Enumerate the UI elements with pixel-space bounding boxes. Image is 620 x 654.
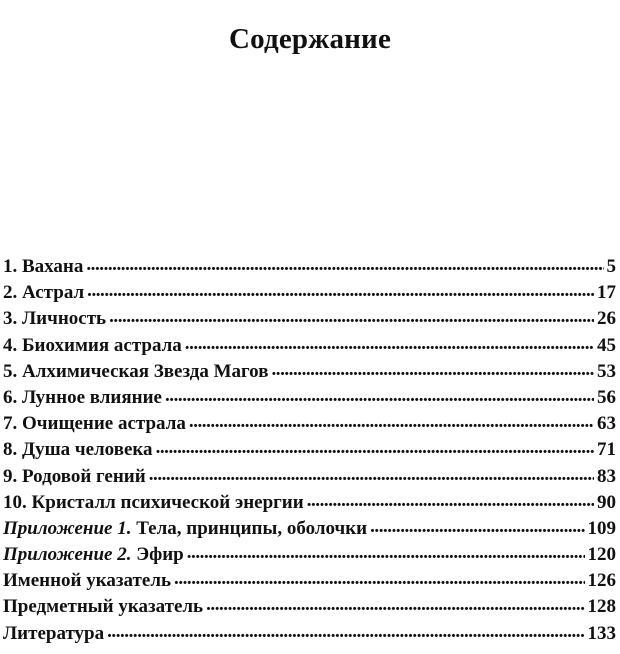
- toc-entry-label: Очищение астрала: [22, 413, 186, 435]
- dot-leader: [370, 514, 584, 540]
- toc-entry-title: [3, 254, 83, 280]
- toc-entry-number: 8.: [3, 439, 18, 461]
- toc-entry-title: [3, 411, 186, 437]
- toc-entry-number: 3.: [3, 308, 18, 330]
- toc-entry-10[interactable]: [3, 490, 616, 516]
- toc-entry-8[interactable]: [3, 437, 616, 463]
- toc-entry-number: 6.: [3, 386, 18, 408]
- toc-entry-page: 45: [597, 334, 616, 356]
- toc-entry-page: 109: [587, 517, 616, 539]
- toc-entry-label: Предметный указатель: [3, 596, 204, 618]
- toc-entry-number: Приложение 2.: [3, 544, 132, 566]
- dot-leader: [185, 331, 594, 357]
- toc-entry-title: [3, 280, 84, 306]
- toc-entry-number: 7.: [3, 413, 18, 435]
- toc-entry-label: Астрал: [22, 282, 85, 304]
- toc-entry-label: Личность: [22, 308, 107, 330]
- toc-entry-number: 1.: [3, 256, 18, 277]
- toc-entry-number: 5.: [3, 360, 18, 382]
- toc-entry-title: [3, 306, 106, 332]
- toc-entry-label: Алхимическая Звезда Магов: [22, 360, 269, 382]
- dot-leader: [187, 540, 585, 566]
- dot-leader: [307, 488, 594, 514]
- toc-entry-number: 10.: [3, 491, 27, 513]
- toc-entry-page: 83: [597, 465, 616, 487]
- dot-leader: [107, 619, 584, 645]
- toc-entry-page: 128: [587, 596, 616, 618]
- toc-entry-label: Биохимия астрала: [22, 334, 182, 356]
- toc-entry-label: Вахана: [22, 256, 84, 277]
- toc-entry-title: [3, 490, 304, 516]
- toc-entry-label: Именной указатель: [3, 570, 172, 592]
- toc-entry-appendix-1[interactable]: [3, 516, 616, 542]
- toc-entry-page: 126: [587, 570, 616, 592]
- toc-entry-label: Кристалл психической энергии: [31, 491, 304, 513]
- toc-entry-number: Приложение 1.: [3, 517, 132, 539]
- toc-entry-label: Лунное влияние: [22, 386, 162, 408]
- toc-entry-subject-index[interactable]: [3, 594, 616, 620]
- dot-leader: [189, 409, 594, 435]
- toc-entry-page: 90: [597, 491, 616, 513]
- toc-entry-literature[interactable]: [3, 621, 616, 647]
- dot-leader: [86, 252, 603, 278]
- dot-leader: [271, 357, 594, 383]
- toc-entry-page: 17: [597, 282, 616, 304]
- toc-entry-page: 26: [597, 308, 616, 330]
- toc-entry-page: 120: [587, 544, 616, 566]
- dot-leader: [174, 566, 584, 592]
- toc-entry-2[interactable]: [3, 280, 616, 306]
- toc-entry-label: Родовой гений: [22, 465, 146, 487]
- dot-leader: [206, 592, 584, 618]
- toc-entry-title: [3, 568, 171, 594]
- toc-entry-4[interactable]: [3, 333, 616, 359]
- toc-entry-title: [3, 542, 184, 568]
- toc-entry-page: 63: [597, 413, 616, 435]
- toc-entry-label: Эфир: [136, 544, 184, 566]
- toc-entry-page: 5: [606, 256, 616, 277]
- toc-entry-page: 56: [597, 386, 616, 408]
- dot-leader: [165, 383, 594, 409]
- page-title: Содержание: [228, 23, 392, 56]
- dot-leader: [87, 278, 594, 304]
- toc-entry-number: 9.: [3, 465, 18, 487]
- dot-leader: [109, 304, 594, 330]
- toc-entry-title: [3, 594, 203, 620]
- toc-entry-page: 53: [597, 360, 616, 382]
- toc-entry-7[interactable]: [3, 411, 616, 437]
- toc-entry-label: Душа человека: [22, 439, 153, 461]
- toc-entry-page: 71: [597, 439, 616, 461]
- toc-entry-title: [3, 333, 182, 359]
- toc-entry-3[interactable]: [3, 306, 616, 332]
- dot-leader: [156, 435, 594, 461]
- dot-leader: [149, 462, 594, 488]
- toc-entry-title: [3, 621, 104, 647]
- toc-entry-title: [3, 359, 268, 385]
- toc-entry-page: 133: [587, 622, 616, 644]
- toc-entry-title: [3, 385, 162, 411]
- toc-entry-appendix-2[interactable]: [3, 542, 616, 568]
- toc-entry-1[interactable]: [3, 254, 616, 280]
- toc-entry-title: [3, 516, 367, 542]
- toc-entry-name-index[interactable]: [3, 568, 616, 594]
- toc-entry-number: 4.: [3, 334, 18, 356]
- toc-entry-9[interactable]: [3, 464, 616, 490]
- toc-entry-label: Литература: [3, 622, 105, 644]
- toc-list: [3, 254, 616, 647]
- toc-entry-title: [3, 437, 153, 463]
- toc-entry-5[interactable]: [3, 359, 616, 385]
- toc-entry-title: [3, 464, 146, 490]
- toc-entry-number: 2.: [3, 282, 18, 304]
- toc-entry-label: Тела, принципы, оболочки: [136, 517, 368, 539]
- toc-entry-6[interactable]: [3, 385, 616, 411]
